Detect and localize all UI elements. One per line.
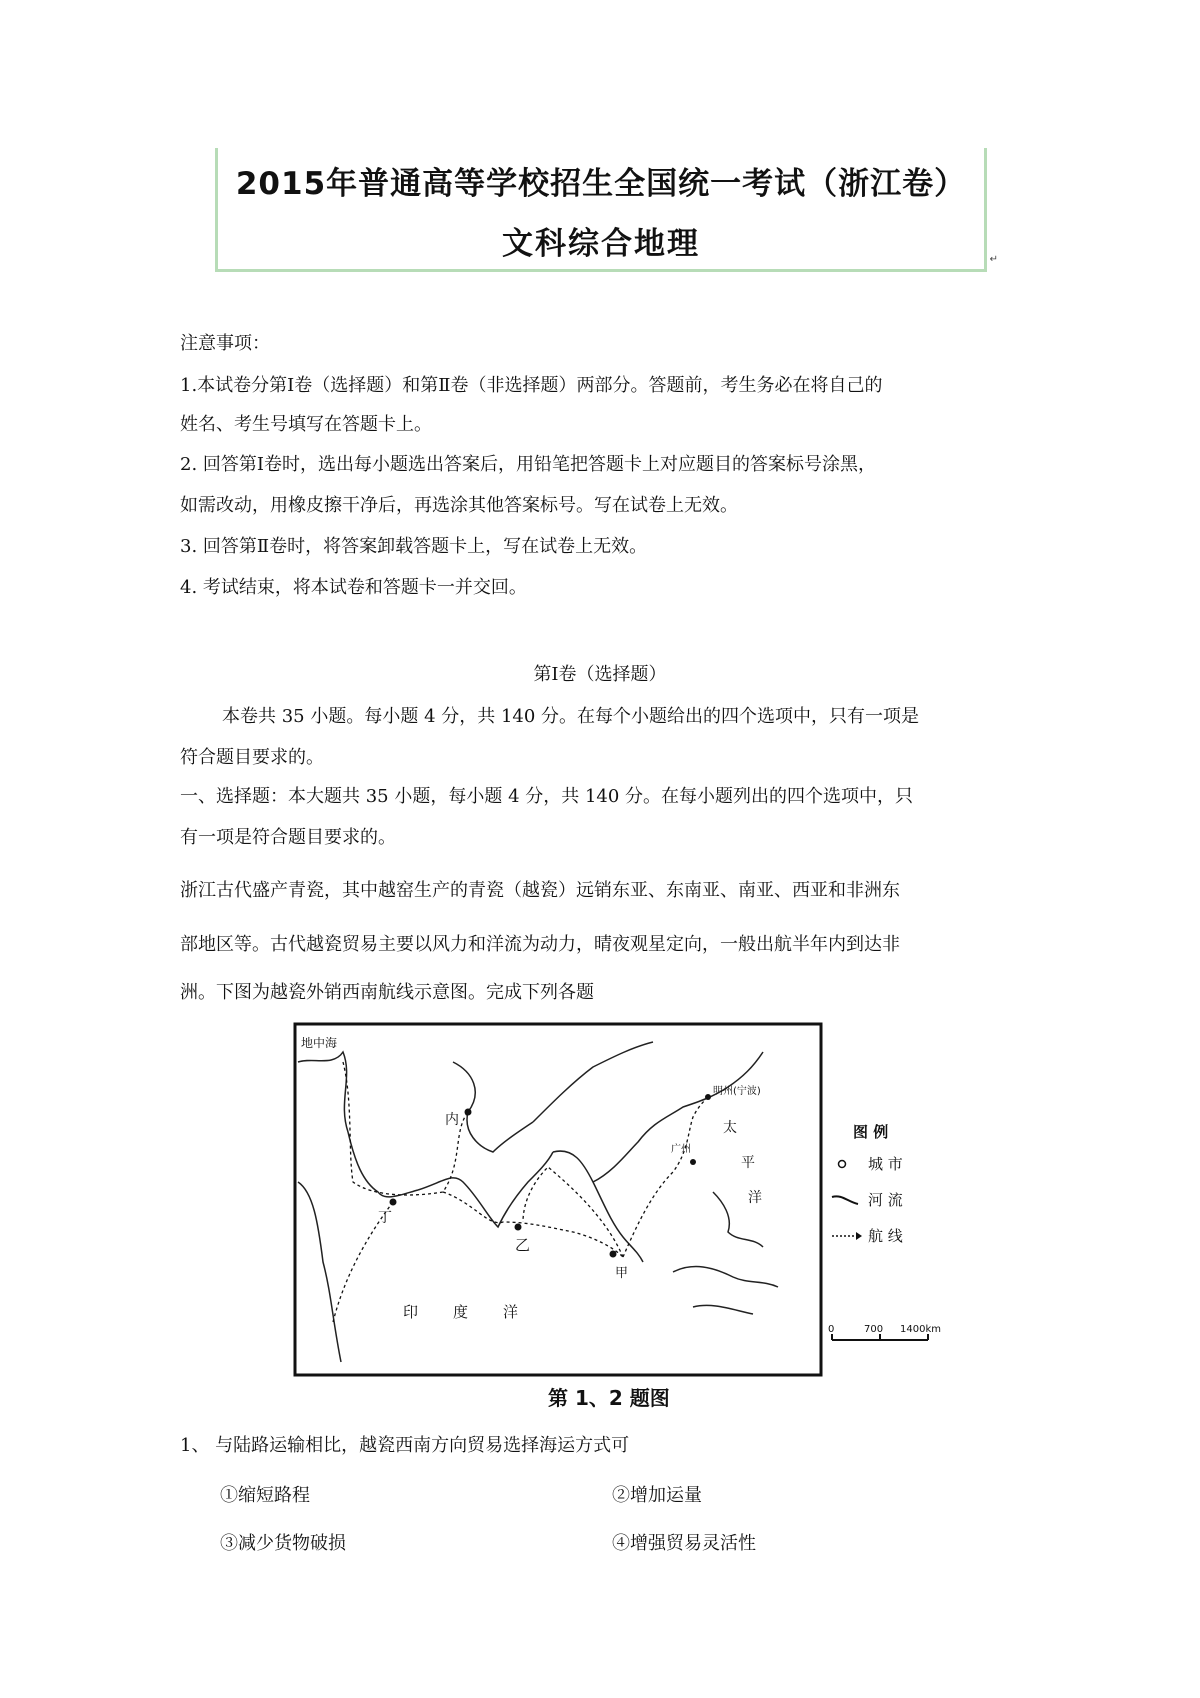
city-marker-guangzhou <box>690 1159 696 1165</box>
question-1-stem: 1、 与陆路运输相比，越瓷西南方向贸易选择海运方式可 <box>180 1435 630 1456</box>
figure-caption: 第 1、2 题图 <box>548 1386 670 1410</box>
city-marker-yi <box>515 1224 522 1231</box>
city-marker-ningbo <box>705 1094 711 1100</box>
trade-route-map <box>293 1022 823 1377</box>
city-marker-jia <box>610 1251 617 1258</box>
section-intro-line-2: 符合题目要求的。 <box>180 747 324 768</box>
label-guangzhou: 广州 <box>671 1144 691 1155</box>
question-1-option-2: ②增加运量 <box>612 1485 702 1506</box>
section-heading: 第Ⅰ卷（选择题） <box>533 664 667 685</box>
scale-0: 0 <box>828 1324 835 1335</box>
scale-700: 700 <box>864 1324 884 1335</box>
label-indian-ocean-3: 洋 <box>503 1303 519 1321</box>
label-pacific-2: 平 <box>741 1155 755 1171</box>
label-ding: 丁 <box>378 1210 392 1226</box>
notice-item-1-line-1: 1.本试卷分第Ⅰ卷（选择题）和第Ⅱ卷（非选择题）两部分。答题前，考生务必在将自己的 <box>180 375 883 396</box>
map-legend <box>828 1112 948 1368</box>
legend-river: 河 流 <box>868 1191 903 1209</box>
label-indian-ocean-1: 印 <box>403 1303 419 1321</box>
legend-city: 城 市 <box>868 1155 903 1173</box>
paragraph-mark: ↵ <box>989 254 998 265</box>
label-mediterranean: 地中海 <box>301 1036 338 1050</box>
legend-route: 航 线 <box>868 1227 903 1245</box>
scale-1400: 1400km <box>900 1324 941 1335</box>
city-marker-nei <box>465 1109 472 1116</box>
notice-item-2-line-2: 如需改动，用橡皮擦干净后，再选涂其他答案标号。写在试卷上无效。 <box>180 495 738 516</box>
legend-route-arrow-icon <box>856 1232 862 1240</box>
notice-heading: 注意事项： <box>180 333 270 354</box>
notice-item-2-line-1: 2. 回答第Ⅰ卷时，选出每小题选出答案后，用铅笔把答题卡上对应题目的答案标号涂黑， <box>180 454 877 475</box>
label-pacific-3: 洋 <box>748 1190 762 1206</box>
legend-city-icon <box>839 1161 846 1168</box>
notice-item-1-line-2: 姓名、考生号填写在答题卡上。 <box>180 414 432 435</box>
notice-item-3: 3. 回答第Ⅱ卷时，将答案卸载答题卡上，写在试卷上无效。 <box>180 536 648 557</box>
label-jia: 甲 <box>615 1266 629 1281</box>
question-1-option-3: ③减少货物破损 <box>220 1533 346 1554</box>
label-indian-ocean-2: 度 <box>453 1303 469 1321</box>
city-marker-ding <box>390 1199 397 1206</box>
part-instruction-line-2: 有一项是符合题目要求的。 <box>180 827 396 848</box>
label-pacific-1: 太 <box>723 1120 737 1136</box>
passage-line-1: 浙江古代盛产青瓷，其中越窑生产的青瓷（越瓷）远销东亚、东南亚、南亚、西亚和非洲东 <box>180 880 900 901</box>
label-yi: 乙 <box>515 1236 531 1254</box>
label-ningbo: 明州(宁波) <box>713 1086 761 1097</box>
title-box <box>215 148 998 272</box>
exam-subtitle: 文科综合地理 <box>502 226 700 262</box>
legend-title: 图 例 <box>853 1123 889 1141</box>
legend-river-icon <box>832 1196 858 1204</box>
exam-title: 2015年普通高等学校招生全国统一考试（浙江卷） <box>235 166 967 202</box>
passage-line-3: 洲。下图为越瓷外销西南航线示意图。完成下列各题 <box>180 982 594 1003</box>
part-instruction-line-1: 一、选择题：本大题共 35 小题，每小题 4 分，共 140 分。在每小题列出的四个选项中，只 <box>180 786 914 807</box>
section-intro-line-1: 本卷共 35 小题。每小题 4 分，共 140 分。在每个小题给出的四个选项中，只有一项是 <box>222 706 920 727</box>
question-1-option-4: ④增强贸易灵活性 <box>612 1533 756 1554</box>
passage-line-2: 部地区等。古代越瓷贸易主要以风力和洋流为动力，晴夜观星定向，一般出航半年内到达非 <box>180 934 900 955</box>
question-1-option-1: ①缩短路程 <box>220 1485 310 1506</box>
label-nei: 内 <box>445 1112 459 1128</box>
notice-item-4: 4. 考试结束，将本试卷和答题卡一并交回。 <box>180 577 527 598</box>
